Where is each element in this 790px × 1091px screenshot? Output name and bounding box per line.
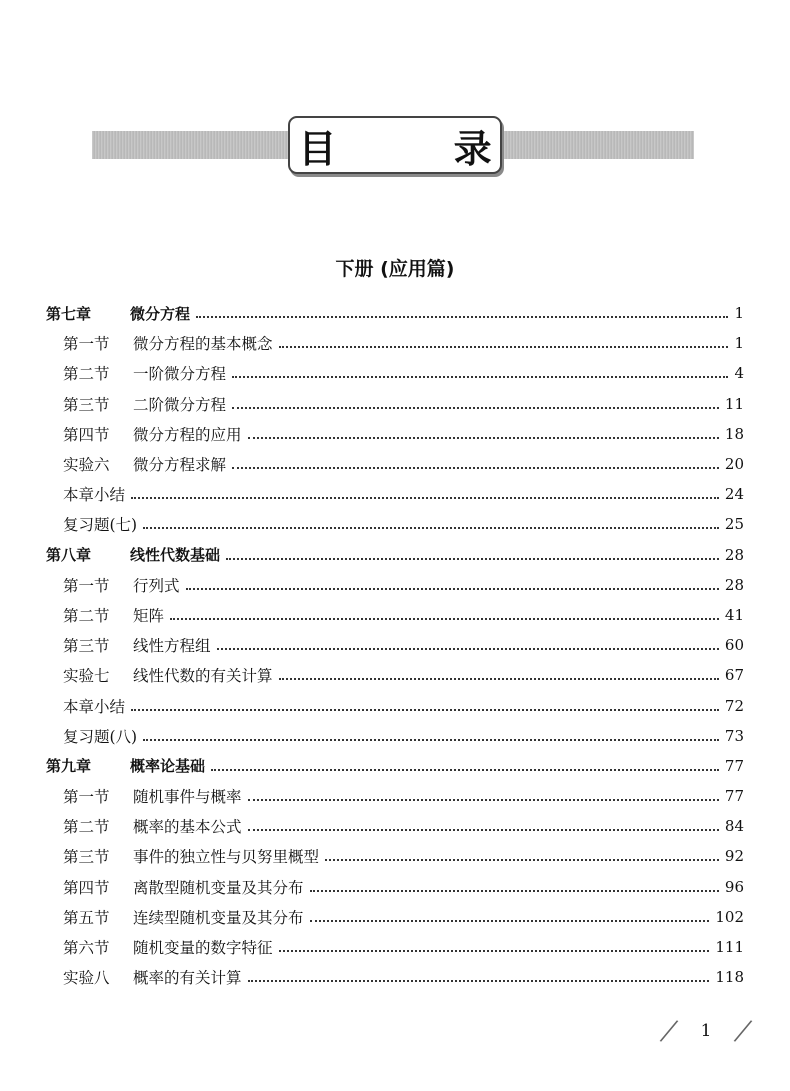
toc-section-entry[interactable] xyxy=(46,449,744,479)
dot-leader xyxy=(310,920,710,922)
slash-left-decoration xyxy=(660,1020,679,1041)
toc-entry-title: 二阶微分方程 xyxy=(133,395,227,414)
toc-entry-number: 第一节 xyxy=(63,335,110,354)
toc-section-entry[interactable] xyxy=(46,630,744,660)
toc-section-entry[interactable] xyxy=(46,358,744,388)
dot-leader xyxy=(211,769,719,771)
dot-leader xyxy=(131,709,719,711)
toc-section-entry[interactable] xyxy=(46,509,744,539)
dot-leader xyxy=(248,437,719,439)
toc-entry-number: 第二节 xyxy=(63,818,110,837)
toc-entry-page: 72 xyxy=(724,696,744,715)
toc-section-entry[interactable] xyxy=(46,932,744,962)
slash-right-decoration xyxy=(734,1020,753,1041)
dot-leader xyxy=(325,859,719,861)
toc-entry-number: 第八章 xyxy=(46,546,92,565)
toc-section-entry[interactable] xyxy=(46,902,744,932)
toc-entry-title: 随机变量的数字特征 xyxy=(133,939,273,958)
toc-entry-page: 1 xyxy=(734,304,744,323)
dot-leader xyxy=(143,739,719,741)
toc-entry-page: 77 xyxy=(724,787,744,806)
toc-entry-page: 28 xyxy=(724,575,744,594)
toc-section-entry[interactable] xyxy=(46,479,744,509)
toc-entry-page: 77 xyxy=(724,756,744,775)
toc-section-entry[interactable] xyxy=(46,841,744,871)
toc-entry-number: 第四节 xyxy=(63,878,110,897)
toc-section-entry[interactable] xyxy=(46,721,744,751)
toc-entry-title: 线性代数的有关计算 xyxy=(133,667,273,686)
dot-leader xyxy=(186,588,719,590)
toc-entry-page: 11 xyxy=(724,394,744,413)
dot-leader xyxy=(232,376,728,378)
toc-entry-title: 随机事件与概率 xyxy=(133,788,242,807)
toc-entry-page: 92 xyxy=(724,847,744,866)
toc-entry-page: 84 xyxy=(724,817,744,836)
dot-leader xyxy=(232,407,719,409)
toc-section-entry[interactable] xyxy=(46,660,744,690)
toc-section-entry[interactable] xyxy=(46,328,744,358)
toc-entry-title: 一阶微分方程 xyxy=(133,365,227,384)
page-footer xyxy=(668,1016,744,1046)
toc-entry-page: 67 xyxy=(724,666,744,685)
toc-entry-title: 矩阵 xyxy=(133,606,165,625)
toc-entry-page: 25 xyxy=(724,515,744,534)
dot-leader xyxy=(131,497,719,499)
toc-entry-page: 24 xyxy=(724,485,744,504)
volume-heading: 下册 (应用篇) xyxy=(335,258,455,280)
toc-entry-title: 本章小结 xyxy=(63,486,126,505)
dot-leader xyxy=(279,678,719,680)
toc-entry-page: 118 xyxy=(715,968,744,987)
toc-entry-title: 事件的独立性与贝努里概型 xyxy=(133,848,320,867)
toc-section-entry[interactable] xyxy=(46,389,744,419)
page-title: 目 录 xyxy=(298,126,544,171)
dot-leader xyxy=(279,950,710,952)
toc-entry-number: 第二节 xyxy=(63,365,110,384)
toc-chapter-entry[interactable] xyxy=(46,751,744,781)
toc-entry-title: 线性方程组 xyxy=(133,637,211,656)
dot-leader xyxy=(310,890,719,892)
toc-entry-page: 20 xyxy=(724,455,744,474)
toc-entry-page: 28 xyxy=(724,545,744,564)
toc-entry-page: 1 xyxy=(734,334,744,353)
toc-entry-number: 第二节 xyxy=(63,606,110,625)
toc-entry-title: 微分方程的基本概念 xyxy=(133,335,273,354)
toc-entry-title: 行列式 xyxy=(133,576,180,595)
toc-section-entry[interactable] xyxy=(46,570,744,600)
toc-entry-number: 实验七 xyxy=(63,667,110,686)
toc-entry-page: 73 xyxy=(724,726,744,745)
title-box xyxy=(288,116,544,174)
toc-entry-page: 18 xyxy=(724,424,744,443)
dot-leader xyxy=(248,829,719,831)
toc-section-entry[interactable] xyxy=(46,600,744,630)
toc-entry-number: 第六节 xyxy=(63,939,110,958)
toc-entry-page: 102 xyxy=(715,907,744,926)
dot-leader xyxy=(217,648,719,650)
toc-entry-title: 概率的基本公式 xyxy=(133,818,242,837)
title-banner xyxy=(92,126,694,171)
toc-entry-title: 概率的有关计算 xyxy=(133,969,242,988)
dot-leader xyxy=(279,346,729,348)
toc-entry-title: 离散型随机变量及其分布 xyxy=(133,878,304,897)
toc-entry-number: 实验八 xyxy=(63,969,110,988)
toc-entry-number: 第一节 xyxy=(63,788,110,807)
toc-entry-number: 第五节 xyxy=(63,908,110,927)
toc-entry-title: 微分方程的应用 xyxy=(133,425,242,444)
toc-entry-page: 41 xyxy=(724,605,744,624)
toc-entry-title: 概率论基础 xyxy=(130,757,206,776)
toc-entry-page: 96 xyxy=(724,877,744,896)
toc-entry-title: 微分方程 xyxy=(130,304,191,323)
toc-entry-title: 复习题(八) xyxy=(63,727,138,746)
toc-entry-page: 111 xyxy=(715,938,744,957)
dot-leader xyxy=(143,527,719,529)
dot-leader xyxy=(170,618,719,620)
toc-entry-title: 微分方程求解 xyxy=(133,456,227,475)
toc-entry-title: 复习题(七) xyxy=(63,516,138,535)
toc-entry-page: 60 xyxy=(724,636,744,655)
toc-entry-title: 线性代数基础 xyxy=(130,546,221,565)
dot-leader xyxy=(232,467,719,469)
toc-entry-number: 第三节 xyxy=(63,848,110,867)
toc-chapter-entry[interactable] xyxy=(46,540,744,570)
dot-leader xyxy=(196,316,728,318)
toc-section-entry[interactable] xyxy=(46,962,744,992)
page-number: 1 xyxy=(700,1021,712,1041)
toc-entry-title: 连续型随机变量及其分布 xyxy=(133,908,304,927)
dot-leader xyxy=(248,799,719,801)
banner-band-left xyxy=(92,131,288,159)
dot-leader xyxy=(248,980,710,982)
toc-entry-page: 4 xyxy=(734,364,744,383)
toc-section-entry[interactable] xyxy=(46,872,744,902)
toc-entry-number: 实验六 xyxy=(63,456,110,475)
dot-leader xyxy=(226,558,719,560)
table-of-contents xyxy=(46,298,744,992)
toc-section-entry[interactable] xyxy=(46,811,744,841)
toc-entry-number: 第七章 xyxy=(46,304,92,323)
toc-section-entry[interactable] xyxy=(46,690,744,720)
toc-section-entry[interactable] xyxy=(46,419,744,449)
toc-entry-number: 第三节 xyxy=(63,395,110,414)
toc-entry-title: 本章小结 xyxy=(63,697,126,716)
toc-entry-number: 第一节 xyxy=(63,576,110,595)
toc-section-entry[interactable] xyxy=(46,781,744,811)
toc-entry-number: 第九章 xyxy=(46,757,92,776)
toc-entry-number: 第三节 xyxy=(63,637,110,656)
toc-entry-number: 第四节 xyxy=(63,425,110,444)
toc-chapter-entry[interactable] xyxy=(46,298,744,328)
